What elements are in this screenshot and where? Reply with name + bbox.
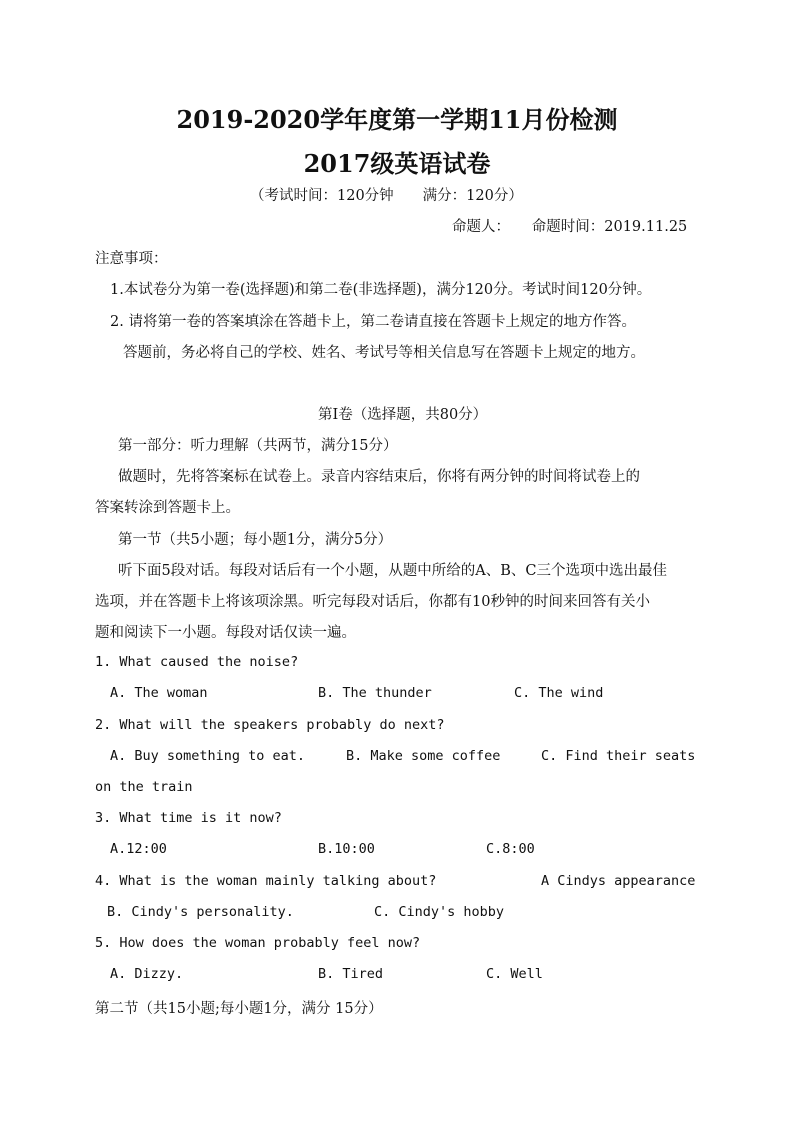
option-c-continued: on the train <box>95 779 193 795</box>
page-subtitle: 2017级英语试卷 <box>303 149 491 178</box>
instruction-line: 听下面5段对话。每段对话后有一个小题，从题中所给的A、B、C三个选项中选出最佳 <box>118 563 667 579</box>
option-b: B.10:00 <box>318 841 375 857</box>
notes-item-1: 1.本试卷分为第一卷(选择题)和第二卷(非选择题)，满分120分。考试时间120分钟。 <box>110 282 652 298</box>
option-b: B. Make some coffee <box>346 748 501 764</box>
author-info: 命题人： 命题时间：2019.11.25 <box>452 219 688 235</box>
exam-info: （考试时间：120分钟 满分：120分） <box>250 188 523 204</box>
option-c: C. Well <box>486 966 543 982</box>
question-1: 1. What caused the noise? <box>95 654 299 670</box>
option-b: B. Tired <box>318 966 384 982</box>
subsection2-heading: 第二节（共15小题;每小题1分，满分 15分） <box>95 1001 383 1017</box>
instruction-line: 做题时，先将答案标在试卷上。录音内容结束后，你将有两分钟的时间将试卷上的 <box>118 469 640 485</box>
section-heading: 第I卷（选择题，共80分） <box>318 407 488 423</box>
page-title: 2019-2020学年度第一学期11月份检测 <box>176 105 618 134</box>
instruction-line: 答案转涂到答题卡上。 <box>95 500 240 516</box>
option-a: A. Buy something to eat. <box>110 748 306 764</box>
notes-item-2: 2. 请将第一卷的答案填涂在答趙卡上，第二卷请直接在答题卡上规定的地方作答。 <box>110 314 636 330</box>
option-c: C. Find their seats <box>541 748 696 764</box>
part1-heading: 第一部分：听力理解（共两节，满分15分） <box>118 438 398 454</box>
notes-heading: 注意事项： <box>95 251 168 267</box>
question-4: 4. What is the woman mainly talking about? <box>95 873 437 889</box>
notes-item-3: 答题前，务必将自己的学校、姓名、考试号等相关信息写在答题卡上规定的地方。 <box>123 345 645 361</box>
option-c: C.8:00 <box>486 841 535 857</box>
option-b: B. Cindy's personality. <box>107 904 294 920</box>
option-a: A. Dizzy. <box>110 966 184 982</box>
option-b: B. The thunder <box>318 685 432 701</box>
option-a: A.12:00 <box>110 841 167 857</box>
option-c: C. Cindy's hobby <box>374 904 505 920</box>
option-a: A Cindys appearance <box>541 873 696 889</box>
subsection1-heading: 第一节（共5小题；每小题1分，满分5分） <box>118 532 393 548</box>
question-3: 3. What time is it now? <box>95 810 282 826</box>
question-2: 2. What will the speakers probably do next? <box>95 717 445 733</box>
instruction-line: 选项，并在答题卡上将该项涂黑。听完每段对话后，你都有10秒钟的时间来回答有关小 <box>95 594 650 610</box>
instruction-line: 题和阅读下一小题。每段对话仅读一遍。 <box>95 625 356 641</box>
option-a: A. The woman <box>110 685 208 701</box>
option-c: C. The wind <box>514 685 604 701</box>
question-5: 5. How does the woman probably feel now? <box>95 935 421 951</box>
